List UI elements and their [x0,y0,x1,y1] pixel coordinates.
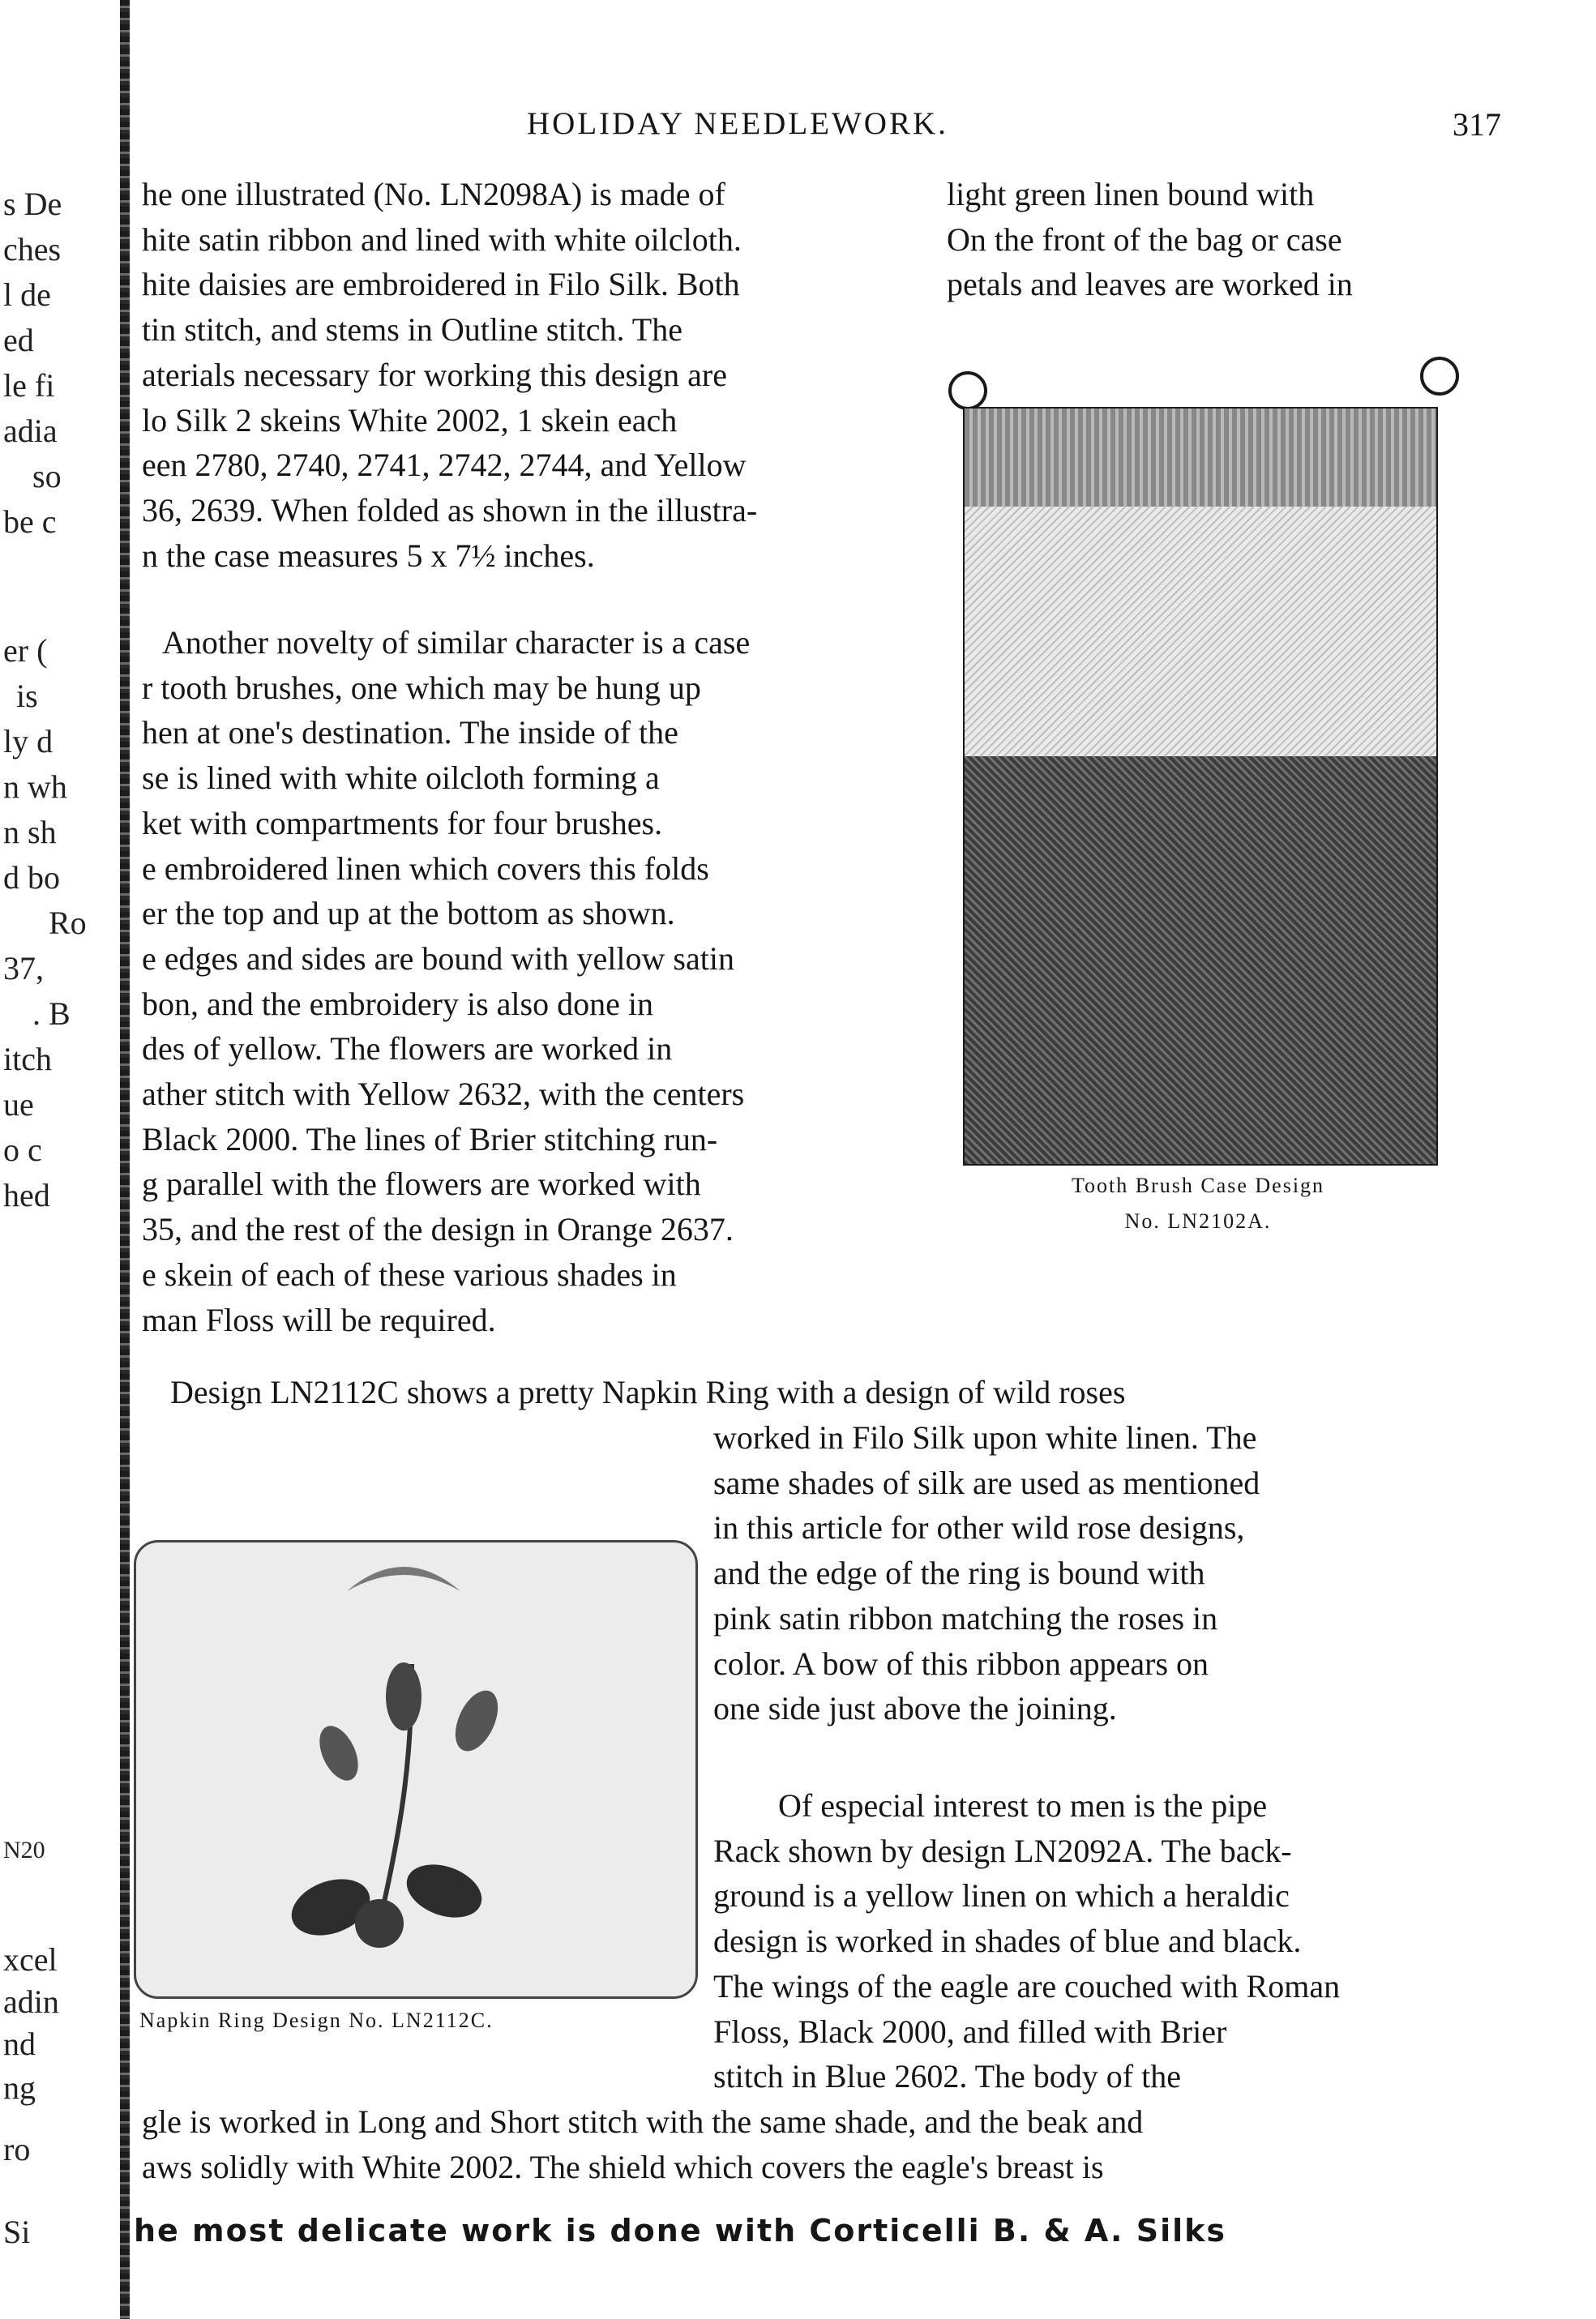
text-line: light green linen bound with [947,176,1315,212]
bleed-fragment: Si [3,2214,31,2250]
bleed-fragment: ro [3,2131,31,2167]
bleed-fragment: adin [3,1983,59,2020]
text-line: stitch in Blue 2602. The body of the [713,2058,1181,2095]
bleed-fragment: n wh [3,768,67,805]
text-line: er the top and up at the bottom as shown. [142,895,675,932]
napkin-ring-embroidery [136,1542,695,1996]
text-line: one side just above the joining. [713,1690,1117,1727]
text-line: Design LN2112C shows a pretty Napkin Ring with a design of wild roses [170,1374,1126,1410]
text-line: gle is worked in Long and Short stitch with the same shade, and the beak and [142,2103,1144,2140]
text-line: tin stitch, and stems in Outline stitch. The [142,311,682,349]
rose-bud-icon [386,1662,421,1731]
text-line: ather stitch with Yellow 2632, with the centers [142,1076,745,1113]
text-line: g parallel with the flowers are worked with [142,1166,701,1203]
rose-bud-icon [447,1684,507,1757]
text-line: 36, 2639. When folded as shown in the illustra- [142,491,758,528]
text-line: worked in Filo Silk upon white linen. The [713,1419,1257,1456]
text-line: design is worked in shades of blue and black. [713,1923,1302,1960]
toothbrush-caption-line-2: No. LN2102A. [1124,1209,1272,1233]
bleed-fragment: ed [3,322,34,358]
toothbrush-case-illustration [963,407,1438,1166]
text-line: lo Silk 2 skeins White 2002, 1 skein each [142,401,678,439]
toothbrush-caption-line-1: Tooth Brush Case Design [1071,1174,1325,1197]
text-line: aterials necessary for working this design are [142,356,727,393]
bleed-fragment: ue [3,1086,34,1123]
bleed-fragment: l de [3,276,51,313]
text-line: een 2780, 2740, 2741, 2742, 2744, and Yellow [142,447,747,484]
running-header: HOLIDAY NEEDLEWORK. [527,106,948,141]
bleed-fragment: n sh [3,814,57,850]
bleed-fragment: Ro [49,905,87,941]
napkin-ring-illustration [134,1540,698,1999]
text-line: hen at one's destination. The inside of the [142,714,678,751]
text-line: ground is a yellow linen on which a heraldic [713,1877,1290,1915]
hanging-ring-right [1420,357,1459,396]
text-line: bon, and the embroidery is also done in [142,985,653,1022]
bleed-fragment: 37, [3,950,44,986]
paragraph-4 [713,1783,1495,2099]
binding-line [120,0,130,2319]
toothbrush-case-top-band [965,409,1436,507]
text-line: des of yellow. The flowers are worked in [142,1030,673,1068]
bleed-fragment: s De [3,186,62,222]
bleed-fragment: ly d [3,723,53,759]
bleed-fragment: itch [3,1041,52,1077]
text-line: hite satin ribbon and lined with white oilcloth. [142,220,742,258]
bleed-fragment: hed [3,1177,50,1213]
bleed-fragment: ches [3,231,62,267]
text-line: Black 2000. The lines of Brier stitching run- [142,1120,718,1157]
text-line: in this article for other wild rose designs, [713,1509,1245,1547]
text-line: e embroidered linen which covers this folds [142,849,709,887]
napkin-caption: Napkin Ring Design No. LN2112C. [139,2009,494,2032]
text-line: Rack shown by design LN2092A. The back- [713,1832,1292,1869]
text-line: ket with compartments for four brushes. [142,804,663,841]
text-line: petals and leaves are worked in [947,266,1353,303]
text-line: aws solidly with White 2002. The shield which covers the eagle's breast is [142,2149,1104,2185]
text-line: n the case measures 5 x 7½ inches. [142,537,595,574]
text-line: man Floss will be required. [142,1301,496,1338]
paragraph-3 [713,1415,1495,1731]
bleed-fragment: be c [3,503,57,540]
text-line: r tooth brushes, one which may be hung up [142,669,701,706]
rose-bud-icon [312,1720,366,1786]
text-line: The wings of the eagle are couched with Roman [713,1967,1341,2005]
rose-flower-icon [355,1899,404,1948]
bleed-fragment: nd [3,2026,36,2062]
text-line: Floss, Black 2000, and filled with Brier [713,2013,1227,2050]
text-line: On the front of the bag or case [947,220,1342,258]
ribbon-bow-icon [347,1567,460,1591]
text-line: same shades of silk are used as mentioned [713,1464,1260,1501]
bleed-fragment: so [32,458,62,494]
text-line: Another novelty of similar character is a case [162,624,751,661]
leaf-icon [400,1855,490,1927]
text-line: e edges and sides are bound with yellow satin [142,939,734,977]
text-line: e skein of each of these various shades in [142,1256,677,1293]
bleed-fragment: . B [32,995,71,1032]
paragraph-1 [142,172,920,578]
text-line: and the edge of the ring is bound with [713,1555,1205,1592]
bleed-fragment: adia [3,413,58,449]
bleed-fragment: ng [3,2069,36,2106]
bleed-fragment: o c [3,1132,42,1168]
advertising-banner: he most delicate work is done with Corticelli B. & A. Silks [134,2213,1227,2248]
bleed-fragment: er ( [3,632,48,669]
binding-strip [0,0,138,2319]
text-line: color. A bow of this ribbon appears on [713,1645,1209,1682]
text-line: 35, and the rest of the design in Orange 2637. [142,1211,734,1248]
paragraph-1-right-column [947,172,1506,307]
text-line: se is lined with white oilcloth forming a [142,759,660,797]
page-number: 317 [1453,106,1501,143]
hanging-ring-left [948,371,987,410]
text-line: hite daisies are embroidered in Filo Silk. Both [142,266,740,303]
bleed-fragment: xcel [3,1941,58,1978]
text-line: pink satin ribbon matching the roses in [713,1599,1218,1637]
bleed-fragment: is [16,678,38,714]
bleed-fragment: N20 [3,1837,45,1863]
text-line: he one illustrated (No. LN2098A) is made of [142,176,725,212]
bleed-fragment: d bo [3,859,60,896]
paragraph-2 [142,620,920,1342]
bleed-fragment: le fi [3,367,55,404]
text-line: Of especial interest to men is the pipe [778,1787,1268,1824]
